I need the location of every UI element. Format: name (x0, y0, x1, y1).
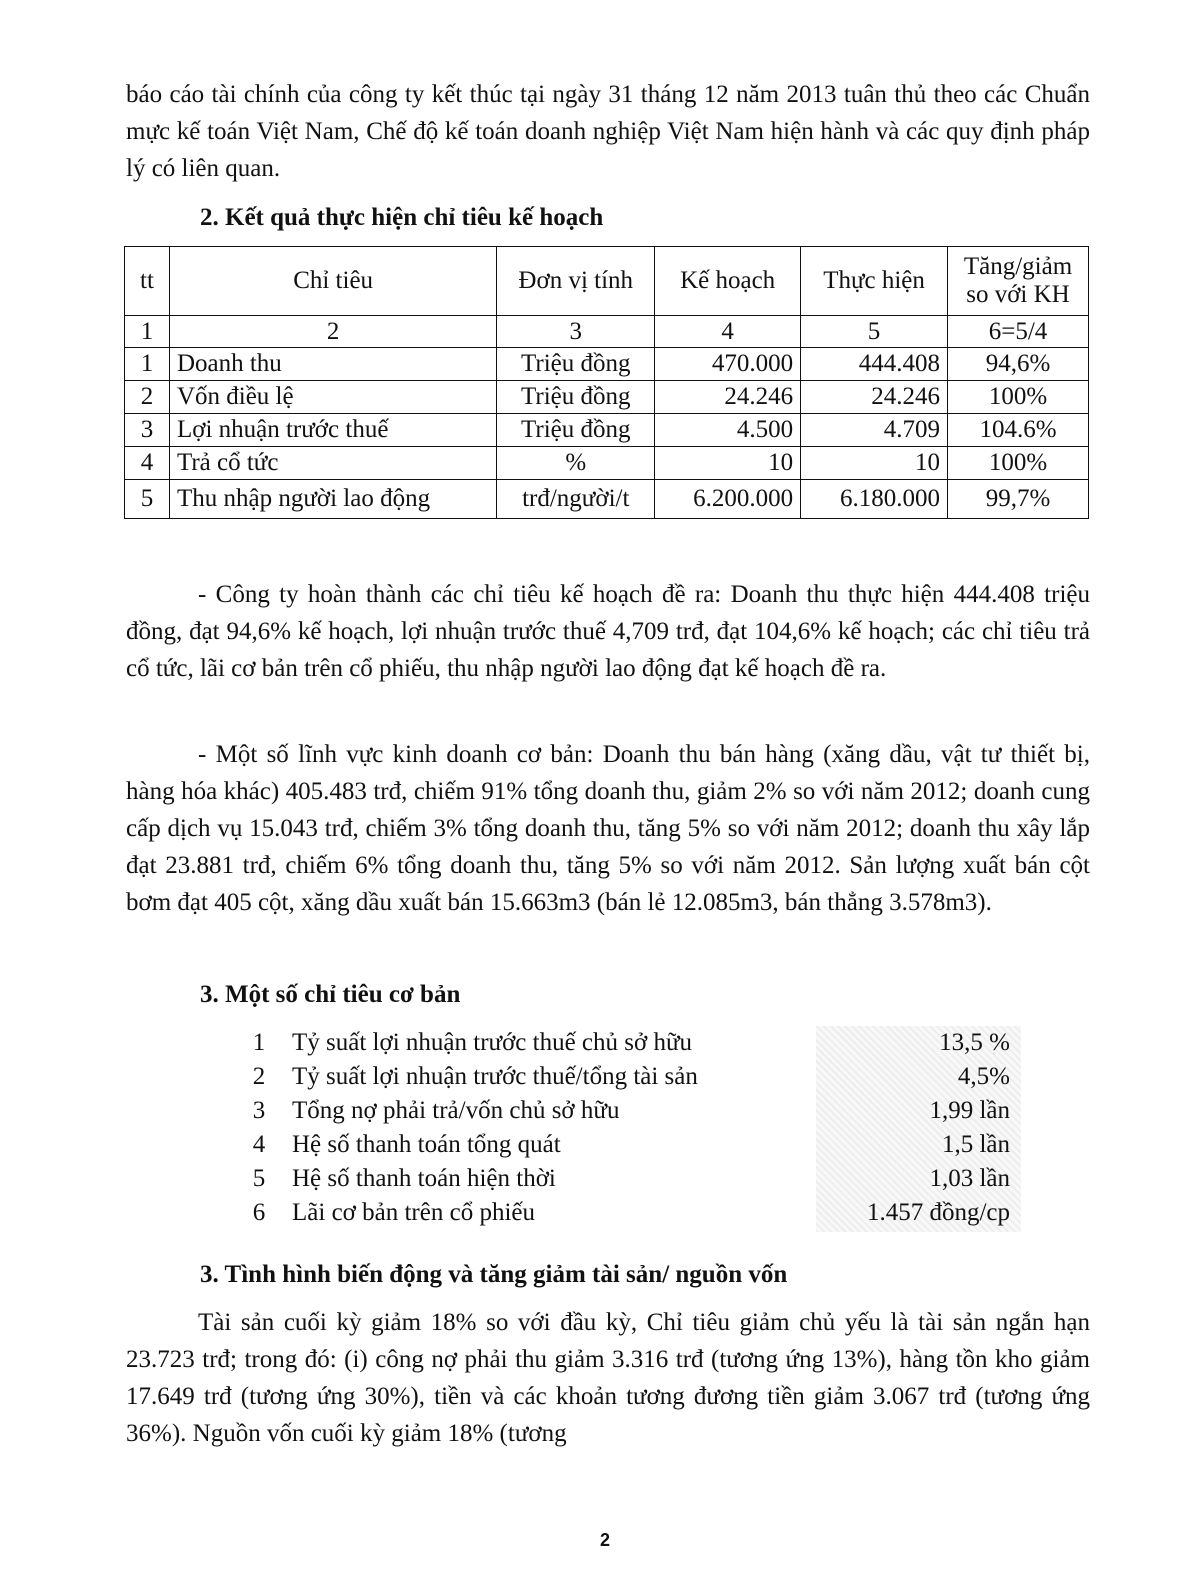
item-number: 6 (252, 1199, 266, 1226)
intro-paragraph: báo cáo tài chính của công ty kết thúc tại ngày 31 tháng 12 năm 2013 tuân thủ theo các Chuẩn mực kế toán Việt Nam, Chế độ kế toán doanh nghiệp Việt Nam hiện hành và các quy định pháp lý có liên quan. (126, 81, 1090, 182)
header-change: Tăng/giảm so với KH (948, 247, 1089, 316)
table-cell: 100% (948, 381, 1089, 414)
basic-indicators-list (244, 1026, 1024, 1230)
item-label: Tỷ suất lợi nhuận trước thuế chủ sở hữu (292, 1029, 693, 1056)
header-tt: tt (125, 247, 170, 316)
table-cell: 3 (125, 414, 170, 447)
table-cell: 2 (125, 381, 170, 414)
item-number: 3 (252, 1097, 266, 1124)
table-cell: 94,6% (948, 348, 1089, 381)
table-cell: Doanh thu (169, 348, 496, 381)
item-label: Hệ số thanh toán hiện thời (292, 1165, 556, 1192)
item-value: 1,03 lần (929, 1165, 1010, 1192)
table-row (125, 414, 1089, 447)
table-cell: 4.500 (655, 414, 801, 447)
completion-paragraph: - Công ty hoàn thành các chỉ tiêu kế hoạch đề ra: Doanh thu thực hiện 444.408 triệu đồng, đạt 94,6% kế hoạch, lợi nhuận trước thuế 4,709 trđ, đạt 104,6% kế hoạch; các chỉ tiêu trả cổ tức, lãi cơ bản trên cổ phiếu, thu nhập người lao động đạt kế hoạch đề ra. (126, 581, 1090, 682)
table-cell: Trả cổ tức (169, 447, 496, 480)
table-cell: % (497, 447, 655, 480)
list-item (244, 1196, 1024, 1230)
table-cell: 4 (125, 447, 170, 480)
header-plan: Kế hoạch (655, 247, 801, 316)
item-number: 4 (252, 1131, 266, 1158)
table-cell: 1 (125, 316, 170, 348)
item-value: 1,5 lần (941, 1131, 1010, 1158)
table-cell: Lợi nhuận trước thuế (169, 414, 496, 447)
item-label: Hệ số thanh toán tổng quát (292, 1131, 561, 1158)
table-row (125, 348, 1089, 381)
page-number: 2 (599, 1530, 610, 1550)
table-cell: 104.6% (948, 414, 1089, 447)
business-paragraph: - Một số lĩnh vực kinh doanh cơ bản: Doanh thu bán hàng (xăng dầu, vật tư thiết bị, hàng hóa khác) 405.483 trđ, chiếm 91% tổng doanh thu, giảm 2% so với năm 2012; doanh cung cấp dịch vụ 15.043 trđ, chiếm 3% tổng doanh thu, tăng 5% so với năm 2012; doanh thu xây lắp đạt 23.881 trđ, chiếm 6% tổng doanh thu, tăng 5% so với năm 2012. Sản lượng xuất bán cột bơm đạt 405 cột, xăng dầu xuất bán 15.663m3 (bán lẻ 12.085m3, bán thẳng 3.578m3). (126, 741, 1090, 916)
table-cell: 3 (497, 316, 655, 348)
item-number: 2 (252, 1063, 266, 1090)
header-indicator: Chỉ tiêu (169, 247, 496, 316)
table-cell: 470.000 (655, 348, 801, 381)
header-unit: Đơn vị tính (497, 247, 655, 316)
section-3-heading: 3. Một số chỉ tiêu cơ bản (200, 981, 461, 1008)
table-cell: 6=5/4 (948, 316, 1089, 348)
table-cell: Triệu đồng (497, 414, 655, 447)
table-cell: 99,7% (948, 480, 1089, 519)
table-cell: Triệu đồng (497, 348, 655, 381)
table-cell: Triệu đồng (497, 381, 655, 414)
item-value: 4,5% (957, 1063, 1010, 1090)
plan-results-table (124, 246, 1089, 519)
table-header-row (125, 247, 1089, 316)
list-item (244, 1026, 1024, 1060)
table-row (125, 447, 1089, 480)
assets-paragraph: Tài sản cuối kỳ giảm 18% so với đầu kỳ, Chỉ tiêu giảm chủ yếu là tài sản ngắn hạn 23.723 trđ; trong đó: (i) công nợ phải thu giảm 3.316 trđ (tương ứng 13%), hàng tồn kho giảm 17.649 trđ (tương ứng 30%), tiền và các khoản tương đương tiền giảm 3.067 trđ (tương ứng 36%). Nguồn vốn cuối kỳ giảm 18% (tương (126, 1309, 1090, 1447)
item-label: Tổng nợ phải trả/vốn chủ sở hữu (292, 1097, 620, 1124)
table-cell: 4 (655, 316, 801, 348)
table-cell: 24.246 (801, 381, 948, 414)
item-label: Tỷ suất lợi nhuận trước thuế/tổng tài sản (292, 1063, 698, 1090)
item-value: 1,99 lần (929, 1097, 1010, 1124)
section-2-heading: 2. Kết quả thực hiện chỉ tiêu kế hoạch (200, 204, 604, 231)
table-cell: 4.709 (801, 414, 948, 447)
table-cell: 10 (801, 447, 948, 480)
section-3b-heading: 3. Tình hình biến động và tăng giảm tài sản/ nguồn vốn (200, 1261, 788, 1288)
item-number: 1 (252, 1029, 266, 1056)
list-item (244, 1094, 1024, 1128)
table-cell: 10 (655, 447, 801, 480)
table-cell: trđ/người/t (497, 480, 655, 519)
table-cell: 1 (125, 348, 170, 381)
table-cell: 6.200.000 (655, 480, 801, 519)
table-cell: 24.246 (655, 381, 801, 414)
header-actual: Thực hiện (801, 247, 948, 316)
item-value: 1.457 đồng/cp (866, 1199, 1010, 1226)
list-item (244, 1162, 1024, 1196)
table-cell: 444.408 (801, 348, 948, 381)
table-cell: 100% (948, 447, 1089, 480)
table-cell: 2 (169, 316, 496, 348)
table-row (125, 381, 1089, 414)
table-cell: 6.180.000 (801, 480, 948, 519)
table-row (125, 480, 1089, 519)
table-cell: 5 (801, 316, 948, 348)
item-label: Lãi cơ bản trên cổ phiếu (292, 1199, 535, 1226)
list-item (244, 1060, 1024, 1094)
item-value: 13,5 % (939, 1029, 1010, 1056)
table-index-row (125, 316, 1089, 348)
table-cell: Thu nhập người lao động (169, 480, 496, 519)
table-cell: 5 (125, 480, 170, 519)
table-cell: Vốn điều lệ (169, 381, 496, 414)
item-number: 5 (252, 1165, 266, 1192)
list-item (244, 1128, 1024, 1162)
